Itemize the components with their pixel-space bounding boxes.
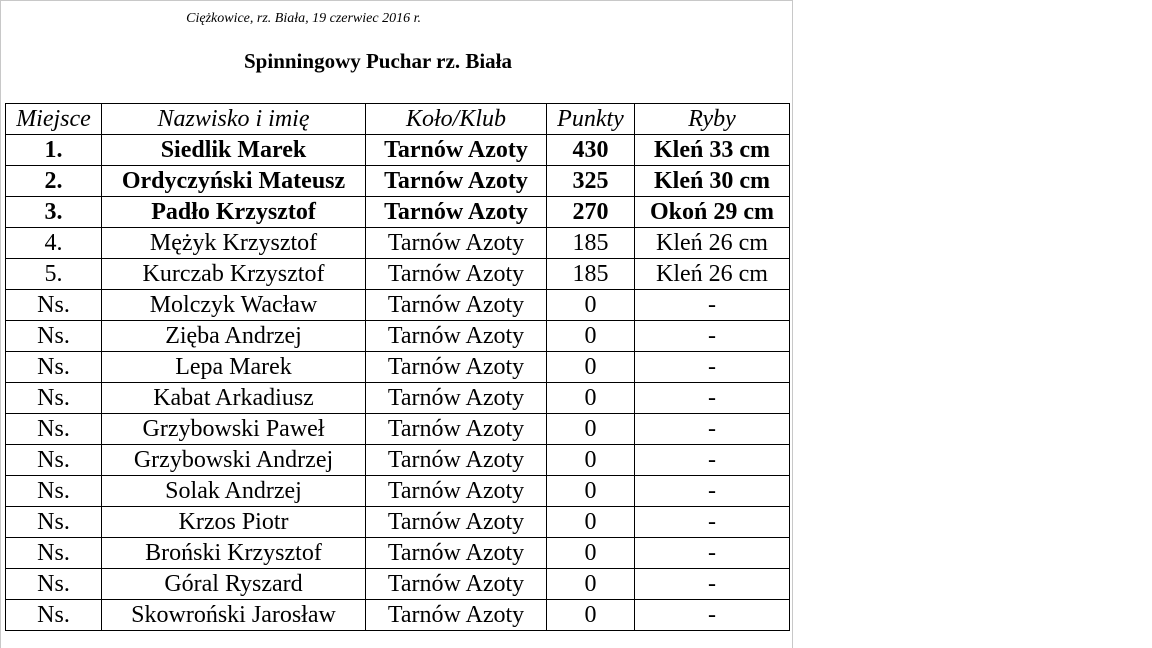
cell-points: 0: [547, 507, 635, 538]
cell-club: Tarnów Azoty: [366, 135, 547, 166]
cell-fish: -: [635, 290, 790, 321]
table-row: [6, 166, 790, 197]
cell-name: Siedlik Marek: [102, 135, 366, 166]
column-header-points: Punkty: [547, 104, 635, 135]
cell-club: Tarnów Azoty: [366, 383, 547, 414]
cell-fish: -: [635, 476, 790, 507]
table-row: [6, 600, 790, 631]
cell-points: 185: [547, 259, 635, 290]
cell-name: Kabat Arkadiusz: [102, 383, 366, 414]
cell-fish: -: [635, 569, 790, 600]
cell-place: Ns.: [6, 383, 102, 414]
cell-points: 0: [547, 414, 635, 445]
cell-place: Ns.: [6, 507, 102, 538]
cell-fish: -: [635, 383, 790, 414]
cell-points: 270: [547, 197, 635, 228]
cell-points: 0: [547, 352, 635, 383]
cell-name: Góral Ryszard: [102, 569, 366, 600]
cell-place: Ns.: [6, 569, 102, 600]
cell-fish: Okoń 29 cm: [635, 197, 790, 228]
table-row: [6, 352, 790, 383]
page-border-top: [0, 0, 793, 1]
cell-club: Tarnów Azoty: [366, 166, 547, 197]
cell-fish: -: [635, 321, 790, 352]
page-border-left: [0, 0, 1, 648]
cell-club: Tarnów Azoty: [366, 290, 547, 321]
cell-points: 430: [547, 135, 635, 166]
cell-place: 5.: [6, 259, 102, 290]
table-row: [6, 538, 790, 569]
cell-club: Tarnów Azoty: [366, 352, 547, 383]
results-table: [5, 103, 790, 631]
cell-points: 0: [547, 600, 635, 631]
cell-points: 0: [547, 383, 635, 414]
cell-place: 1.: [6, 135, 102, 166]
table-row: [6, 290, 790, 321]
cell-points: 0: [547, 290, 635, 321]
cell-fish: -: [635, 414, 790, 445]
cell-place: Ns.: [6, 352, 102, 383]
cell-name: Kurczab Krzysztof: [102, 259, 366, 290]
cell-place: Ns.: [6, 476, 102, 507]
cell-points: 0: [547, 538, 635, 569]
table-row: [6, 507, 790, 538]
column-header-club: Koło/Klub: [366, 104, 547, 135]
document-title: Spinningowy Puchar rz. Biała: [244, 49, 512, 73]
cell-place: 4.: [6, 228, 102, 259]
cell-name: Ordyczyński Mateusz: [102, 166, 366, 197]
cell-name: Grzybowski Paweł: [102, 414, 366, 445]
cell-place: 3.: [6, 197, 102, 228]
page-border-right: [792, 0, 793, 648]
cell-name: Broński Krzysztof: [102, 538, 366, 569]
table-row: [6, 228, 790, 259]
cell-place: 2.: [6, 166, 102, 197]
table-row: [6, 476, 790, 507]
cell-name: Mężyk Krzysztof: [102, 228, 366, 259]
cell-place: Ns.: [6, 600, 102, 631]
cell-place: Ns.: [6, 445, 102, 476]
cell-club: Tarnów Azoty: [366, 197, 547, 228]
table-row: [6, 197, 790, 228]
cell-club: Tarnów Azoty: [366, 507, 547, 538]
table-row: [6, 569, 790, 600]
cell-name: Solak Andrzej: [102, 476, 366, 507]
cell-points: 0: [547, 321, 635, 352]
cell-club: Tarnów Azoty: [366, 476, 547, 507]
cell-club: Tarnów Azoty: [366, 321, 547, 352]
cell-points: 0: [547, 569, 635, 600]
cell-fish: -: [635, 445, 790, 476]
cell-place: Ns.: [6, 538, 102, 569]
cell-fish: -: [635, 538, 790, 569]
cell-points: 325: [547, 166, 635, 197]
table-row: [6, 445, 790, 476]
cell-place: Ns.: [6, 414, 102, 445]
results-table-body: [6, 135, 790, 631]
cell-fish: -: [635, 352, 790, 383]
cell-name: Skowroński Jarosław: [102, 600, 366, 631]
cell-fish: Kleń 26 cm: [635, 228, 790, 259]
cell-place: Ns.: [6, 290, 102, 321]
cell-fish: Kleń 30 cm: [635, 166, 790, 197]
cell-points: 185: [547, 228, 635, 259]
cell-club: Tarnów Azoty: [366, 600, 547, 631]
cell-name: Grzybowski Andrzej: [102, 445, 366, 476]
table-row: [6, 383, 790, 414]
cell-fish: Kleń 26 cm: [635, 259, 790, 290]
table-row: [6, 259, 790, 290]
cell-club: Tarnów Azoty: [366, 445, 547, 476]
cell-club: Tarnów Azoty: [366, 569, 547, 600]
cell-points: 0: [547, 445, 635, 476]
date-location-line: Ciężkowice, rz. Biała, 19 czerwiec 2016 r.: [186, 11, 421, 26]
cell-name: Krzos Piotr: [102, 507, 366, 538]
cell-points: 0: [547, 476, 635, 507]
cell-name: Lepa Marek: [102, 352, 366, 383]
cell-name: Molczyk Wacław: [102, 290, 366, 321]
cell-club: Tarnów Azoty: [366, 538, 547, 569]
table-row: [6, 414, 790, 445]
cell-place: Ns.: [6, 321, 102, 352]
cell-name: Zięba Andrzej: [102, 321, 366, 352]
table-row: [6, 135, 790, 166]
cell-club: Tarnów Azoty: [366, 414, 547, 445]
cell-club: Tarnów Azoty: [366, 259, 547, 290]
table-header-row: [6, 104, 790, 135]
column-header-fish: Ryby: [635, 104, 790, 135]
cell-name: Padło Krzysztof: [102, 197, 366, 228]
cell-fish: Kleń 33 cm: [635, 135, 790, 166]
column-header-name: Nazwisko i imię: [102, 104, 366, 135]
cell-fish: -: [635, 507, 790, 538]
cell-club: Tarnów Azoty: [366, 228, 547, 259]
cell-fish: -: [635, 600, 790, 631]
table-row: [6, 321, 790, 352]
column-header-place: Miejsce: [6, 104, 102, 135]
